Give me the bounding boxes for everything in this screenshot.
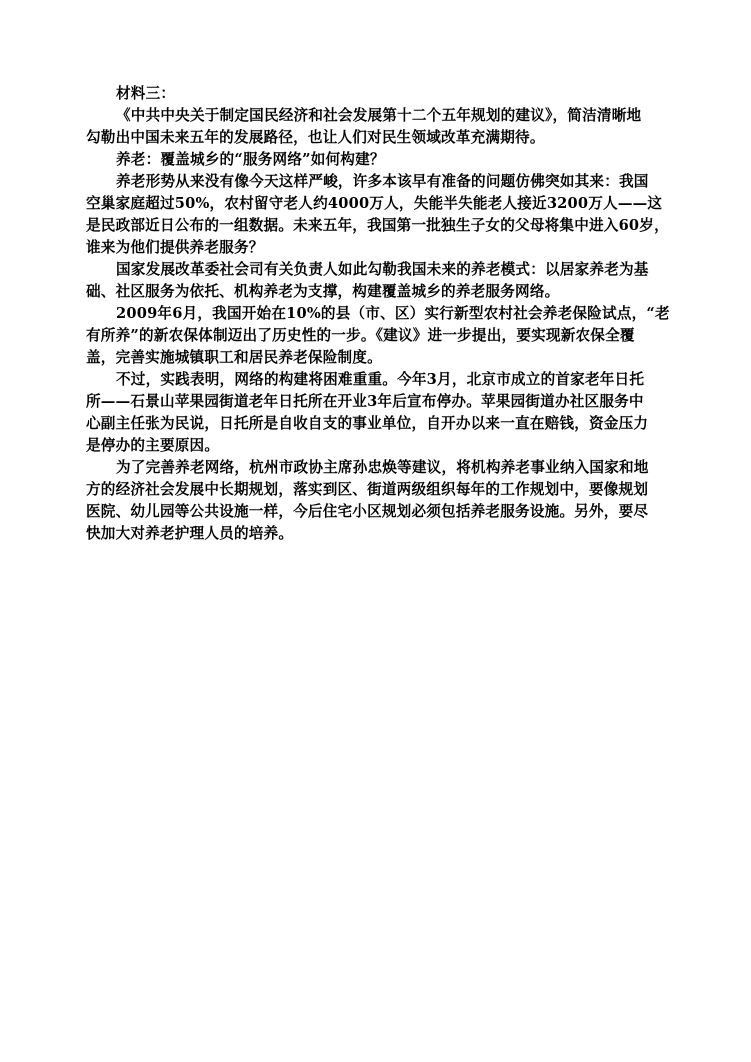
material3-line: 方的经济社会发展中长期规划，落实到区、街道两级组织每年的工作规划中，要像规划 xyxy=(86,481,649,498)
material3-line: 谁来为他们提供养老服务？ xyxy=(86,239,264,256)
material3-line: 快加大对养老护理人员的培养。 xyxy=(86,525,294,542)
material3-line: 勾勒出中国未来五年的发展路径，也让人们对民生领域改革充满期待。 xyxy=(86,129,545,146)
material3-line: 是停办的主要原因。 xyxy=(86,437,220,454)
material3-line: 养老形势从来没有像今天这样严峻，许多本该早有准备的问题仿佛突如其来：我国 xyxy=(116,173,649,190)
material3-line: 盖，完善实施城镇职工和居民养老保险制度。 xyxy=(86,349,382,366)
material3-line: 《中共中央关于制定国民经济和社会发展第十二个五年规划的建议》，简洁清晰地 xyxy=(116,107,642,124)
material3-line: 不过，实践表明，网络的构建将困难重重。今年3月，北京市成立的首家老年日托 xyxy=(116,371,645,388)
material3-line: 础、社区服务为依托、机构养老为支撑，构建覆盖城乡的养老服务网络。 xyxy=(86,283,560,300)
material3-heading: 材料三： xyxy=(116,85,176,102)
material3-subheading: 养老：覆盖城乡的“服务网络”如何构建？ xyxy=(116,151,385,168)
material3-line: 国家发展改革委社会司有关负责人如此勾勒我国未来的养老模式：以居家养老为基 xyxy=(116,261,649,278)
material3-line: 心副主任张为民说，日托所是自收自支的事业单位，自开办以来一直在赔钱，资金压力 xyxy=(86,415,649,432)
material3-line: 是民政部近日公布的一组数据。未来五年，我国第一批独生子女的父母将集中进入60岁， xyxy=(86,217,669,234)
material3-line: 2009年6月，我国开始在10%的县（市、区）实行新型农村社会养老保险试点，“老 xyxy=(116,305,670,322)
material3-line: 医院、幼儿园等公共设施一样，今后住宅小区规划必须包括养老服务设施。另外，要尽 xyxy=(86,503,649,520)
material3-line: 有所养”的新农保体制迈出了历史性的一步。《建议》进一步提出，要实现新农保全覆 xyxy=(86,327,635,344)
material3-line: 所——石景山苹果园街道老年日托所在开业3年后宣布停办。苹果园街道办社区服务中 xyxy=(86,393,644,410)
material3-line: 空巢家庭超过50%，农村留守老人约4000万人，失能半失能老人接近3200万人——这 xyxy=(86,195,663,212)
material3-line: 为了完善养老网络，杭州市政协主席孙忠焕等建议，将机构养老事业纳入国家和地 xyxy=(116,459,649,476)
